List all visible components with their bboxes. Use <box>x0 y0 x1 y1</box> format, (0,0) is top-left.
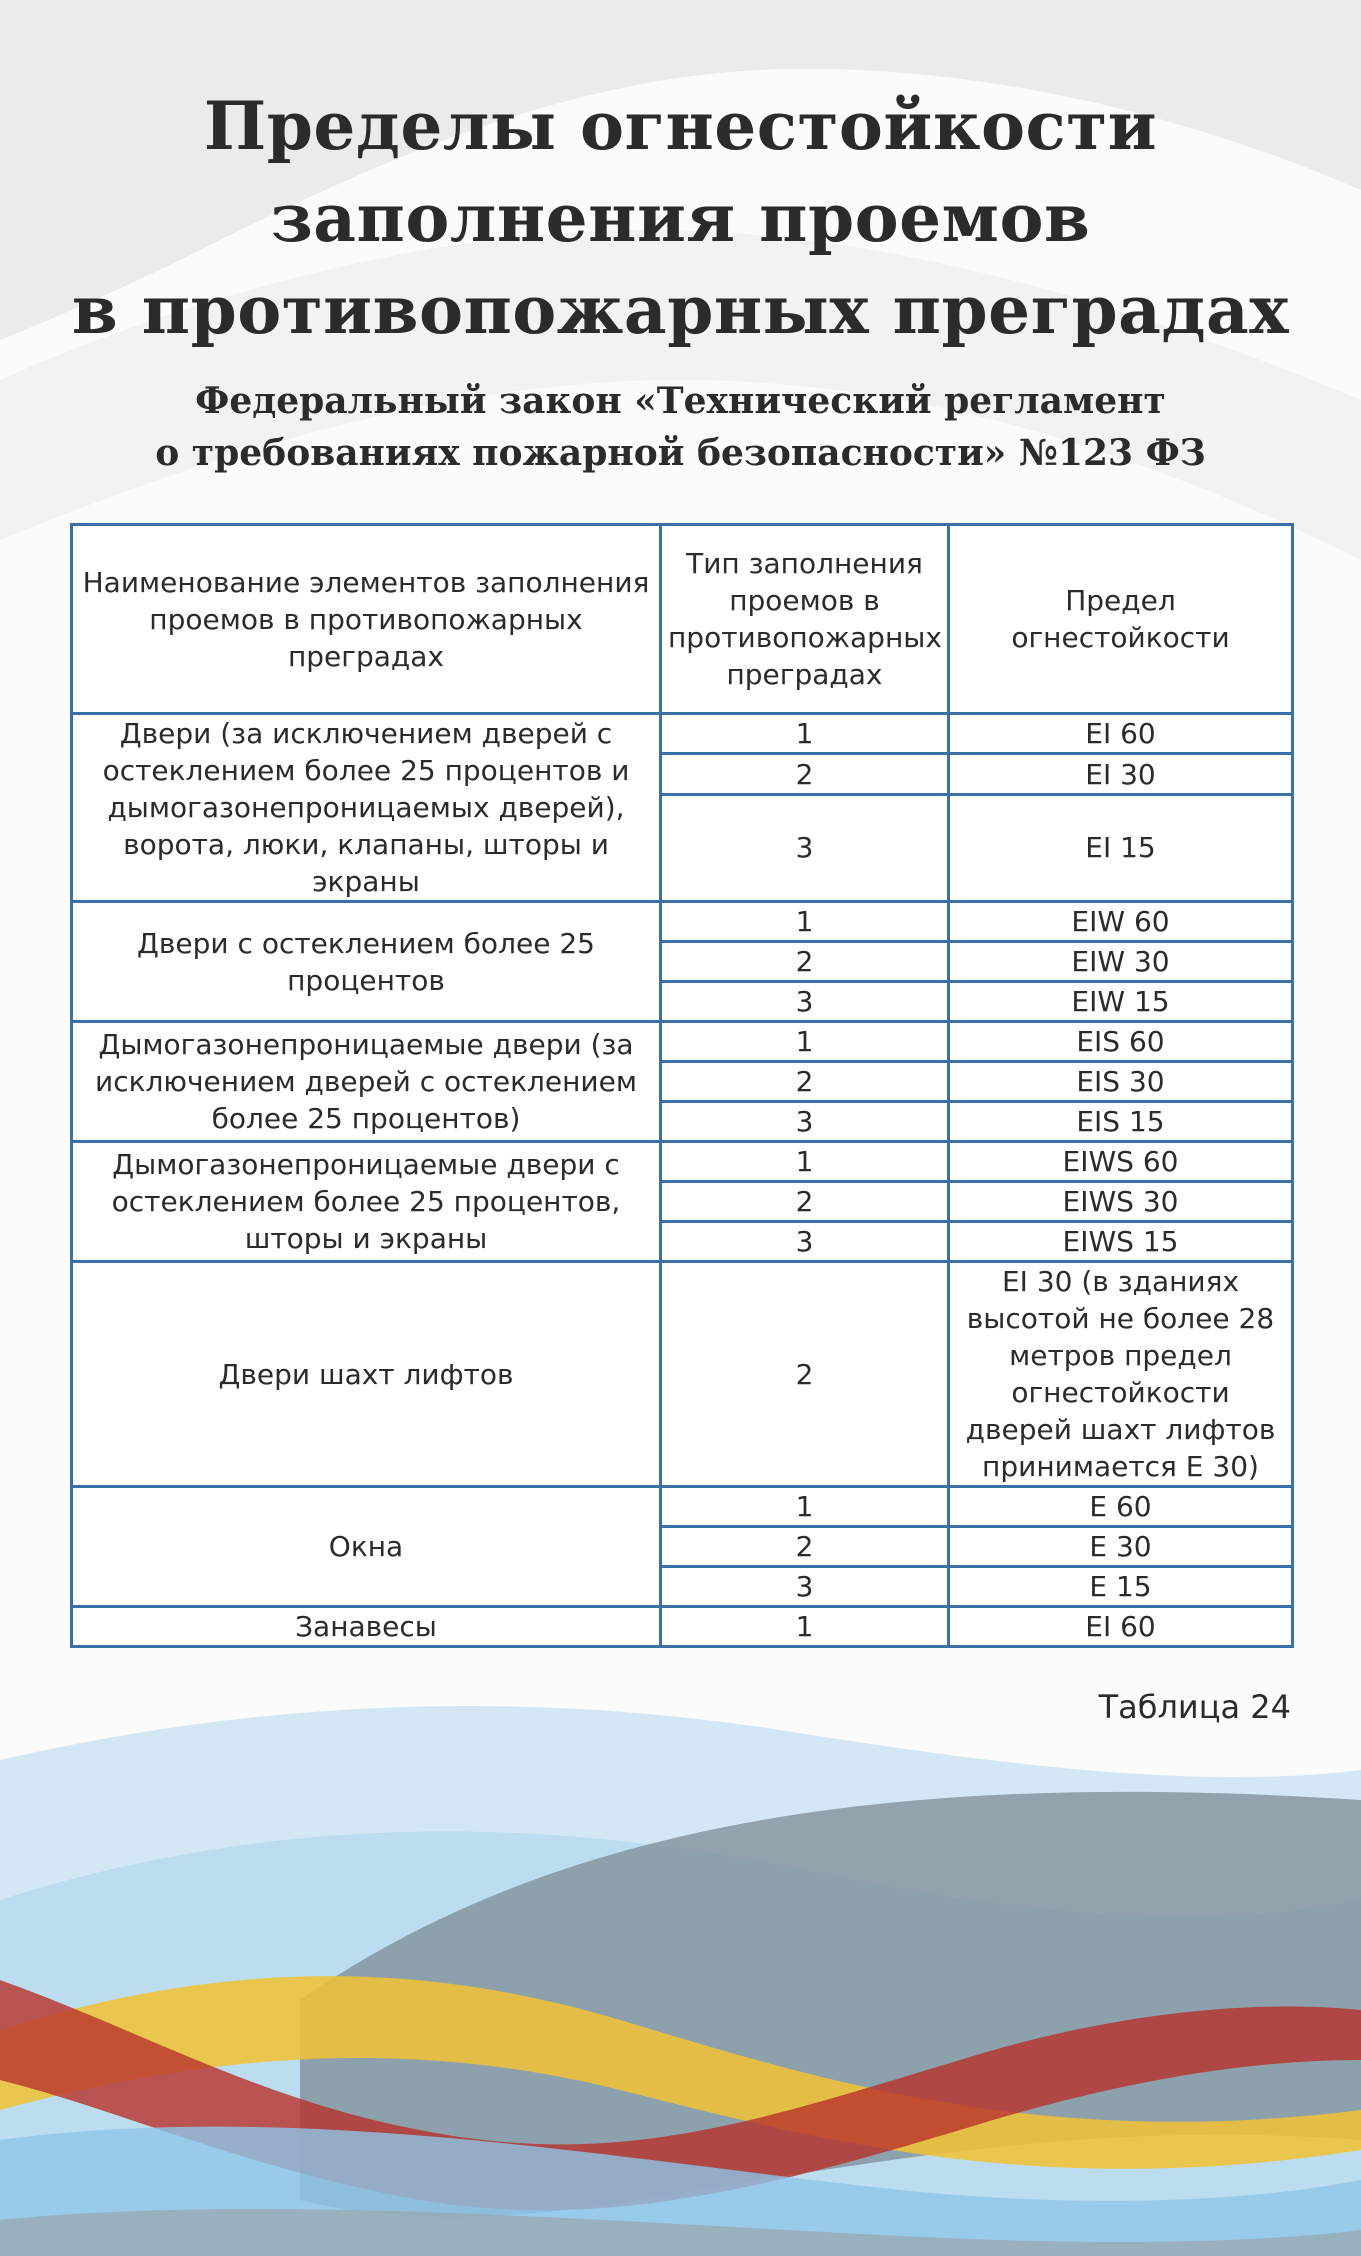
row-limit: EIS 15 <box>949 1102 1293 1142</box>
row-limit: EIWS 60 <box>949 1142 1293 1182</box>
row-type: 2 <box>661 754 949 794</box>
page-title <box>0 80 1361 356</box>
row-limit: E 15 <box>949 1567 1293 1607</box>
row-limit: EIWS 15 <box>949 1222 1293 1262</box>
table-header-row <box>72 525 1293 714</box>
row-type: 2 <box>661 942 949 982</box>
header-type: Тип заполнения проемов в противопожарных преградах <box>661 525 949 714</box>
table-row <box>72 1607 1293 1647</box>
row-name: Окна <box>72 1487 661 1607</box>
table-row <box>72 1022 1293 1062</box>
row-type: 2 <box>661 1527 949 1567</box>
row-type: 3 <box>661 794 949 901</box>
row-name: Двери (за исключением дверей с остеклением более 25 процентов и дымогазонепроницаемых дверей), ворота, люки, клапаны, шторы и экраны <box>72 714 661 902</box>
row-type: 1 <box>661 902 949 942</box>
row-limit: E 60 <box>949 1487 1293 1527</box>
table-row <box>72 1487 1293 1527</box>
row-limit: EIS 60 <box>949 1022 1293 1062</box>
row-limit: EIS 30 <box>949 1062 1293 1102</box>
table-row <box>72 902 1293 942</box>
row-name: Дымогазонепроницаемые двери (за исключением дверей с остеклением более 25 процентов) <box>72 1022 661 1142</box>
header-limit: Предел огнестойкости <box>949 525 1293 714</box>
row-limit: EIW 15 <box>949 982 1293 1022</box>
row-limit: EIW 60 <box>949 902 1293 942</box>
table-caption: Таблица 24 <box>1098 1688 1291 1726</box>
row-type: 1 <box>661 714 949 754</box>
title-line-3: в противопожарных преградах <box>71 271 1290 349</box>
row-limit: EI 15 <box>949 794 1293 901</box>
row-type: 1 <box>661 1022 949 1062</box>
row-type: 2 <box>661 1062 949 1102</box>
title-line-2: заполнения проемов <box>270 179 1091 257</box>
row-name: Дымогазонепроницаемые двери с остеклением более 25 процентов, шторы и экраны <box>72 1142 661 1262</box>
row-limit: E 30 <box>949 1527 1293 1567</box>
page-subtitle <box>0 375 1361 479</box>
table-row <box>72 1262 1293 1487</box>
header-name: Наименование элементов заполнения проемов в противопожарных преградах <box>72 525 661 714</box>
title-line-1: Пределы огнестойкости <box>203 87 1158 165</box>
subtitle-line-2: о требованиях пожарной безопасности» №123 ФЗ <box>155 432 1206 474</box>
table-row <box>72 714 1293 754</box>
fire-resistance-table <box>70 523 1294 1648</box>
row-type: 1 <box>661 1487 949 1527</box>
subtitle-line-1: Федеральный закон «Технический регламент <box>195 380 1166 422</box>
row-type: 2 <box>661 1182 949 1222</box>
row-type: 3 <box>661 1222 949 1262</box>
row-type: 3 <box>661 1102 949 1142</box>
row-limit: EI 30 <box>949 754 1293 794</box>
row-type: 2 <box>661 1262 949 1487</box>
row-name: Двери шахт лифтов <box>72 1262 661 1487</box>
row-type: 1 <box>661 1142 949 1182</box>
row-type: 1 <box>661 1607 949 1647</box>
row-limit: EIW 30 <box>949 942 1293 982</box>
row-type: 3 <box>661 982 949 1022</box>
row-limit: EIWS 30 <box>949 1182 1293 1222</box>
table-row <box>72 1142 1293 1182</box>
row-limit: EI 60 <box>949 1607 1293 1647</box>
row-limit: EI 60 <box>949 714 1293 754</box>
row-name: Занавесы <box>72 1607 661 1647</box>
row-name: Двери с остеклением более 25 процентов <box>72 902 661 1022</box>
row-type: 3 <box>661 1567 949 1607</box>
row-limit: EI 30 (в зданиях высотой не более 28 метров предел огнестойкости дверей шахт лифтов принимается Е 30) <box>949 1262 1293 1487</box>
